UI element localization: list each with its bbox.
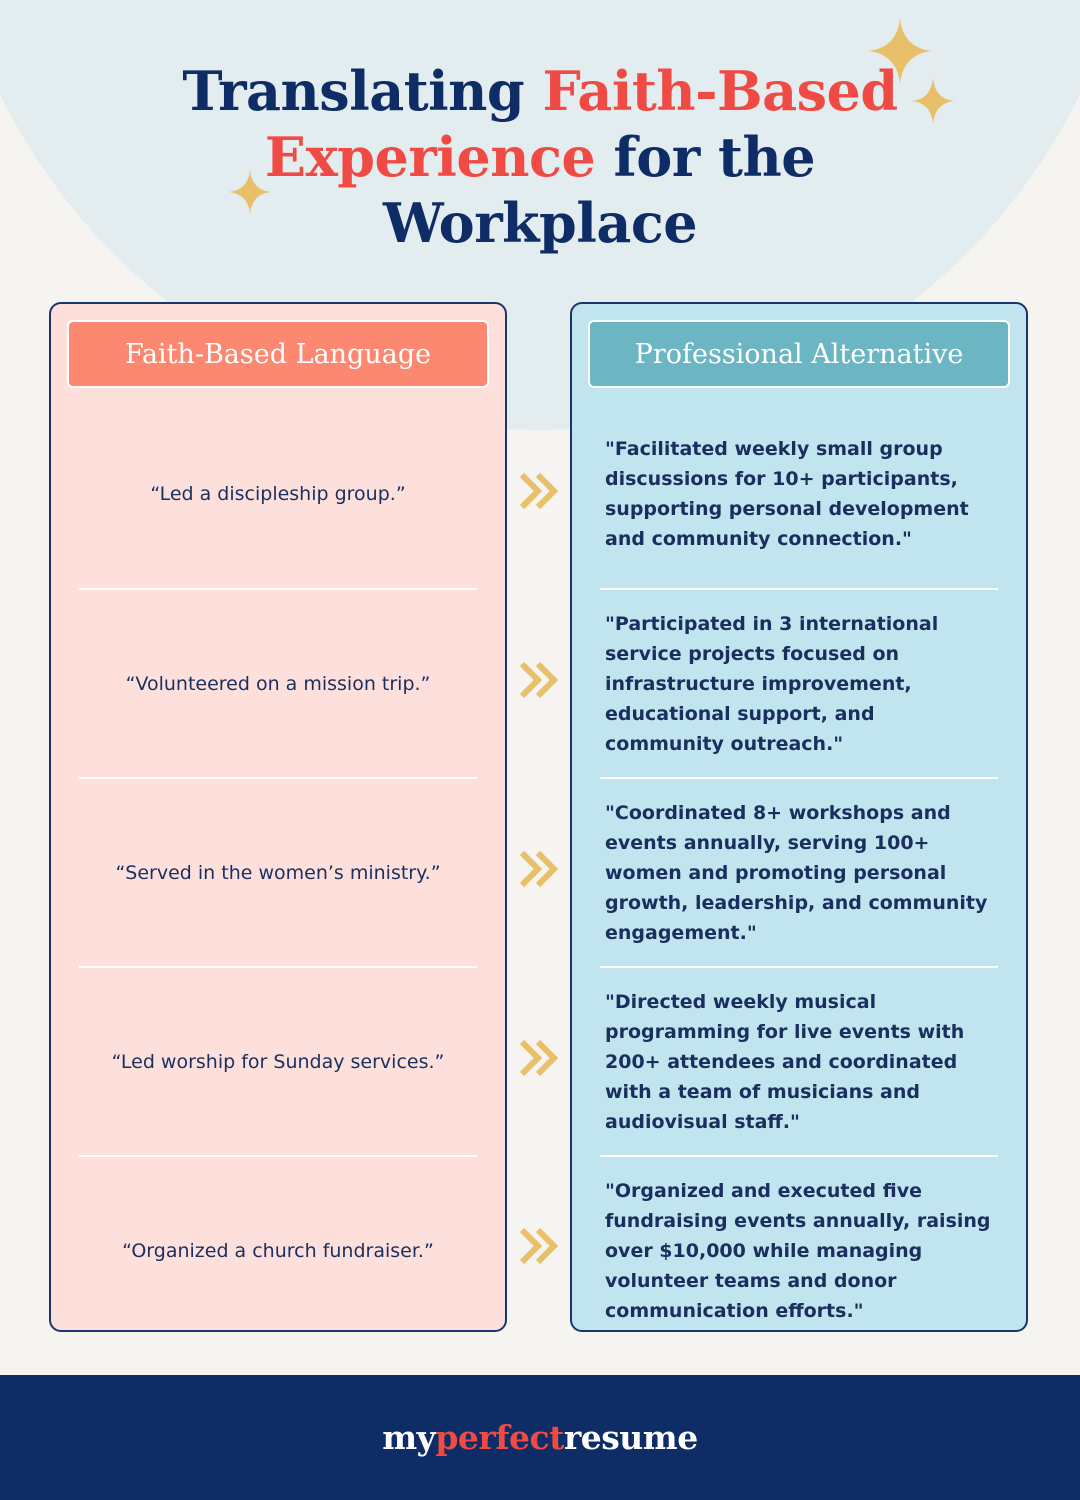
list-item: [79, 1155, 477, 1344]
brand-logo[interactable]: [382, 1418, 697, 1457]
double-chevron-right-icon: [518, 1225, 562, 1267]
page-title: [140, 58, 940, 256]
faith-based-language-header: Faith-Based Language: [67, 320, 489, 388]
title-highlight: Faith-Based Experience: [264, 59, 898, 189]
logo-part-perfect: perfect: [435, 1418, 564, 1457]
list-item: [79, 399, 477, 588]
sparkle-icon: [912, 78, 954, 124]
faith-based-language-card: [49, 302, 507, 1332]
list-item: [600, 588, 998, 777]
sparkle-icon: [868, 18, 932, 84]
professional-alternative-list: [572, 399, 1026, 1344]
professional-alternative-card: [570, 302, 1028, 1332]
double-chevron-right-icon: [518, 470, 562, 512]
title-part-2: for the Workplace: [382, 125, 816, 255]
faith-text: “Volunteered on a mission trip.”: [125, 672, 431, 695]
faith-text: “Served in the women’s ministry.”: [115, 861, 441, 884]
list-item: [79, 966, 477, 1155]
list-item: [79, 588, 477, 777]
list-item: [79, 777, 477, 966]
double-chevron-right-icon: [518, 848, 562, 890]
faith-text: “Organized a church fundraiser.”: [122, 1239, 434, 1262]
faith-text: “Led a discipleship group.”: [150, 482, 406, 505]
faith-based-language-list: [51, 399, 505, 1344]
double-chevron-right-icon: [518, 1037, 562, 1079]
professional-text: "Coordinated 8+ workshops and events annually, serving 100+ women and promoting personal growth, leadership, and community engagement.": [605, 801, 988, 944]
professional-alternative-header: Professional Alternative: [588, 320, 1010, 388]
logo-part-my: my: [382, 1418, 436, 1457]
professional-text: "Directed weekly musical programming for live events with 200+ attendees and coordinated with a team of musicians and audiovisual staff.": [605, 990, 965, 1133]
professional-text: "Facilitated weekly small group discussions for 10+ participants, supporting personal development and community connection.": [605, 437, 969, 550]
list-item: [600, 399, 998, 588]
professional-text: "Participated in 3 international service projects focused on infrastructure improvement, educational support, and community outreach.": [605, 612, 939, 755]
faith-text: “Led worship for Sunday services.”: [111, 1050, 445, 1073]
professional-text: "Organized and executed five fundraising events annually, raising over $10,000 while managing volunteer teams and donor communication efforts.": [605, 1179, 991, 1322]
logo-part-resume: resume: [563, 1418, 698, 1457]
title-part-1: Translating: [182, 59, 543, 123]
list-item: [600, 1155, 998, 1344]
footer-bar: [0, 1375, 1080, 1500]
double-chevron-right-icon: [518, 659, 562, 701]
list-item: [600, 966, 998, 1155]
sparkle-icon: [229, 170, 271, 214]
list-item: [600, 777, 998, 966]
